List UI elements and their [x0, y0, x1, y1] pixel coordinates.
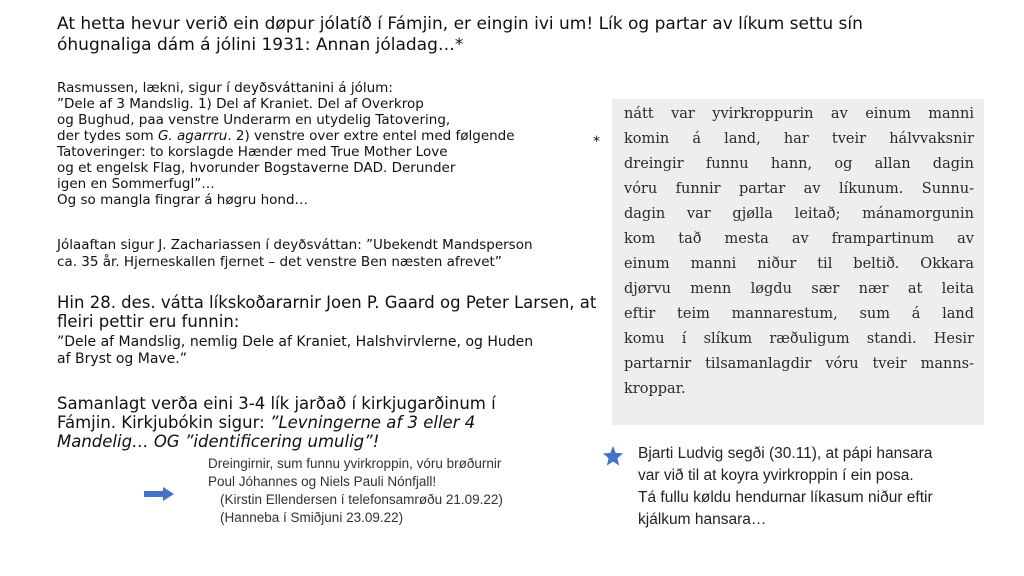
rasmussen-quote-start: ”Dele af 3 Mandslig. 1) Del af Kraniet. Del af Overkrop og Bughud, paa venstre Underarm en utydelig Tatovering, der tydes som	[57, 96, 451, 144]
bjarti-quote: Bjarti Ludvig segði (30.11), at pápi hansara var við til at koyra yvirkroppin í ein posa. Tá fullu køldu hendurnar líkasum niður eftir kjálkum hansara…	[638, 445, 933, 528]
scan-line: kroppar.	[624, 381, 686, 397]
zachariassen-block: Jólaaftan sigur J. Zachariassen í deyðsváttan: ”Ubekendt Mandsperson ca. 35 år. Hjerneskallen fjernet – det venstre Ben næsten afrevet”	[57, 237, 533, 270]
summary-text: Samanlagt verða eini 3-4 lík jarðað í kirkjugarðinum í Fámjin. Kirkjubókin sigur:	[57, 394, 496, 432]
scan-line: dagin var gjølla leitað; mánamorgunin	[624, 206, 974, 222]
scan-line: eftir teim mannarestum, sum á land	[624, 306, 974, 322]
source-1: (Kirstin Ellendersen í telefonsamrøðu 21.09.22)	[220, 492, 503, 507]
summary-italic: ”Levningerne af 3 eller 4 Mandelig… OG ”identificering umulig”!	[57, 413, 476, 451]
boys-block	[208, 455, 608, 527]
rasmussen-quote-end: . 2) venstre over extre entel med følgende Tatoveringer: to korslagde Hænder med True Mother Love og et engelsk Flag, hvorunder Bogstaverne DAD. Derunder igen en Sommerfugl”… Og so mangla fingrar á høgru hond…	[57, 128, 515, 208]
star-icon	[602, 445, 624, 467]
scan-line: komin á land, har tveir hálvvaksnir	[624, 131, 974, 147]
inspectors-heading: Hin 28. des. vátta líkskoðararnir Joen P. Gaard og Peter Larsen, at fleiri pettir eru funnin:	[57, 293, 597, 331]
rasmussen-intro: Rasmussen, lækni, sigur í deyðsváttanini á jólum:	[57, 80, 393, 96]
right-arrow-icon	[144, 487, 174, 501]
footnote-asterisk: *	[593, 134, 600, 150]
scan-line: dreingir funnu hann, og allan dagin	[624, 156, 974, 172]
scan-line: nátt var yvirkroppurin av einum manni	[624, 106, 974, 122]
inspectors-block	[57, 293, 617, 368]
boys-line-1: Dreingirnir, sum funnu yvirkroppin, vóru brøðurnir	[208, 456, 502, 471]
page-title: At hetta hevur verið ein døpur jólatíð í Fámjin, er eingin ivi um! Lík og partar av líkum settu sín óhugnaliga dám á jólini 1931: Annan jóladag…*	[57, 14, 863, 55]
rasmussen-block	[57, 80, 597, 208]
scan-line: partarnir tilsamanlagdir vóru tveir manns-	[624, 356, 974, 372]
boys-line-2: Poul Jóhannes og Niels Pauli Nónfjall!	[208, 474, 437, 489]
source-2: (Hanneba í Smiðjuni 23.09.22)	[220, 510, 404, 525]
scan-line: komu í slíkum ræðuligum standi. Hesir	[624, 331, 974, 347]
scan-line: einum manni niður til beltið. Okkara	[624, 256, 974, 272]
scan-line: kom tað mesta av frampartinum av	[624, 231, 974, 247]
inspectors-quote: ”Dele af Mandslig, nemlig Dele af Kraniet, Halshvirvlerne, og Huden af Bryst og Mave.”	[57, 334, 534, 367]
scan-line: vóru funnir partar av líkunum. Sunnu-	[624, 181, 974, 197]
tattoo-italic: G. agarrru	[157, 128, 228, 144]
scan-line: djørvu menn løgdu sær nær at leita	[624, 281, 974, 297]
newspaper-scan	[612, 99, 984, 425]
summary-block	[57, 394, 527, 451]
